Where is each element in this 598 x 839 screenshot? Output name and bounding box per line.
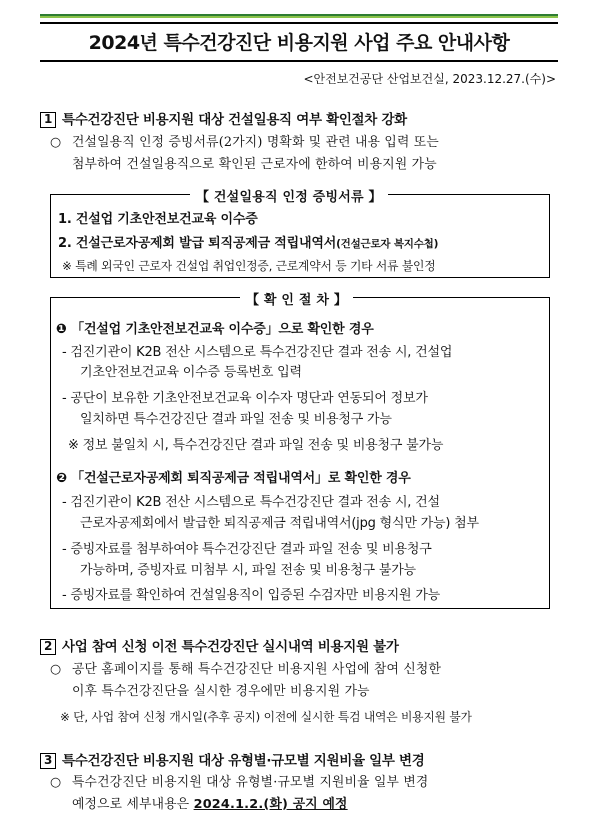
section1-paragraph [50, 132, 439, 176]
page-title: 2024년 특수건강진단 비용지원 사업 주요 안내사항 [40, 22, 558, 62]
section3-heading [40, 749, 425, 769]
section2-note: ※ 단, 사업 참여 신청 개시일(추후 공지) 이전에 실시한 특검 내역은 비용지원 불가 [60, 710, 472, 724]
section2-para-line2: 이후 특수건강진단을 실시한 경우에만 비용지원 가능 [72, 684, 370, 699]
title-accent-bar [40, 14, 558, 18]
section3-para-line1: 특수건강진단 비용지원 대상 유형별·규모별 지원비율 일부 변경 [72, 775, 429, 790]
section1-para-line2: 첨부하여 건설일용직으로 확인된 근로자에 한하여 비용지원 가능 [72, 157, 437, 172]
procedure-box-title: 【 확 인 절 차 】 [240, 289, 353, 308]
bullet-circle: ○ [50, 135, 62, 150]
announcement-date: 2024.1.2.(화) 공지 예정 [193, 797, 348, 812]
case2-bullet3: - 증빙자료를 확인하여 건설일용직이 입증된 수검자만 비용지원 가능 [62, 588, 441, 603]
case2-bullet1-line2: 근로자공제회에서 발급한 퇴직공제금 적립내역서(jpg 형식만 가능) 첨부 [80, 516, 479, 531]
case1-bullet1-line2: 기초안전보건교육 이수증 등록번호 입력 [80, 365, 302, 380]
case2-marker: ❷ [56, 471, 67, 486]
case2-heading: ❷ 「건설근로자공제회 퇴직공제금 적립내역서」로 확인한 경우 [56, 471, 411, 486]
case1-heading: ❶ 「건설업 기초안전보건교육 이수증」으로 확인한 경우 [56, 322, 374, 337]
case1-bullet2-line1: - 공단이 보유한 기초안전보건교육 이수자 명단과 연동되어 정보가 [62, 391, 428, 406]
section3-heading-text: 특수건강진단 비용지원 대상 유형별·규모별 지원비율 일부 변경 [62, 753, 425, 769]
section2-number: 2 [40, 639, 56, 655]
section3-paragraph [50, 772, 428, 816]
section3-number: 3 [40, 753, 56, 769]
section1-para-line1: 건설일용직 인정 증빙서류(2가지) 명확화 및 관련 내용 입력 또는 [72, 135, 439, 150]
case2-bullet2-line2: 가능하며, 증빙자료 미첨부 시, 파일 전송 및 비용청구 불가능 [80, 563, 416, 578]
section2-heading [40, 635, 399, 655]
case1-note: ※ 정보 불일치 시, 특수건강진단 결과 파일 전송 및 비용청구 불가능 [68, 438, 444, 453]
docs-item-2: 2. 건설근로자공제회 발급 퇴직공제금 적립내역서(건설근로자 복지수첩) [58, 236, 439, 251]
bullet-circle: ○ [50, 775, 62, 790]
source-line: <안전보건공단 산업보건실, 2023.12.27.(수)> [303, 72, 556, 86]
section2-para-line1: 공단 홈페이지를 통해 특수건강진단 비용지원 사업에 참여 신청한 [72, 662, 442, 677]
case2-bullet1-line1: - 검진기관이 K2B 전산 시스템으로 특수건강진단 결과 전송 시, 건설 [62, 495, 440, 510]
docs-item-1: 1. 건설업 기초안전보건교육 이수증 [58, 212, 258, 227]
case2-bullet2-line1: - 증빙자료를 첨부하여야 특수건강진단 결과 파일 전송 및 비용청구 [62, 542, 432, 557]
section1-number: 1 [40, 112, 56, 128]
section1-heading [40, 108, 407, 128]
case1-marker: ❶ [56, 322, 67, 337]
case1-bullet2-line2: 일치하면 특수건강진단 결과 파일 전송 및 비용청구 가능 [80, 412, 392, 427]
section2-paragraph [50, 659, 441, 703]
case1-bullet1-line1: - 검진기관이 K2B 전산 시스템으로 특수건강진단 결과 전송 시, 건설업 [62, 345, 453, 360]
docs-box-title: 【 건설일용직 인정 증빙서류 】 [190, 186, 388, 205]
section3-para-line2: 예정으로 세부내용은 [72, 797, 194, 812]
docs-note: ※ 특례 외국인 근로자 건설업 취업인정증, 근로계약서 등 기타 서류 불인정 [62, 259, 436, 273]
section1-heading-text: 특수건강진단 비용지원 대상 건설일용직 여부 확인절차 강화 [62, 112, 407, 128]
section2-heading-text: 사업 참여 신청 이전 특수건강진단 실시내역 비용지원 불가 [62, 639, 399, 655]
bullet-circle: ○ [50, 662, 62, 677]
